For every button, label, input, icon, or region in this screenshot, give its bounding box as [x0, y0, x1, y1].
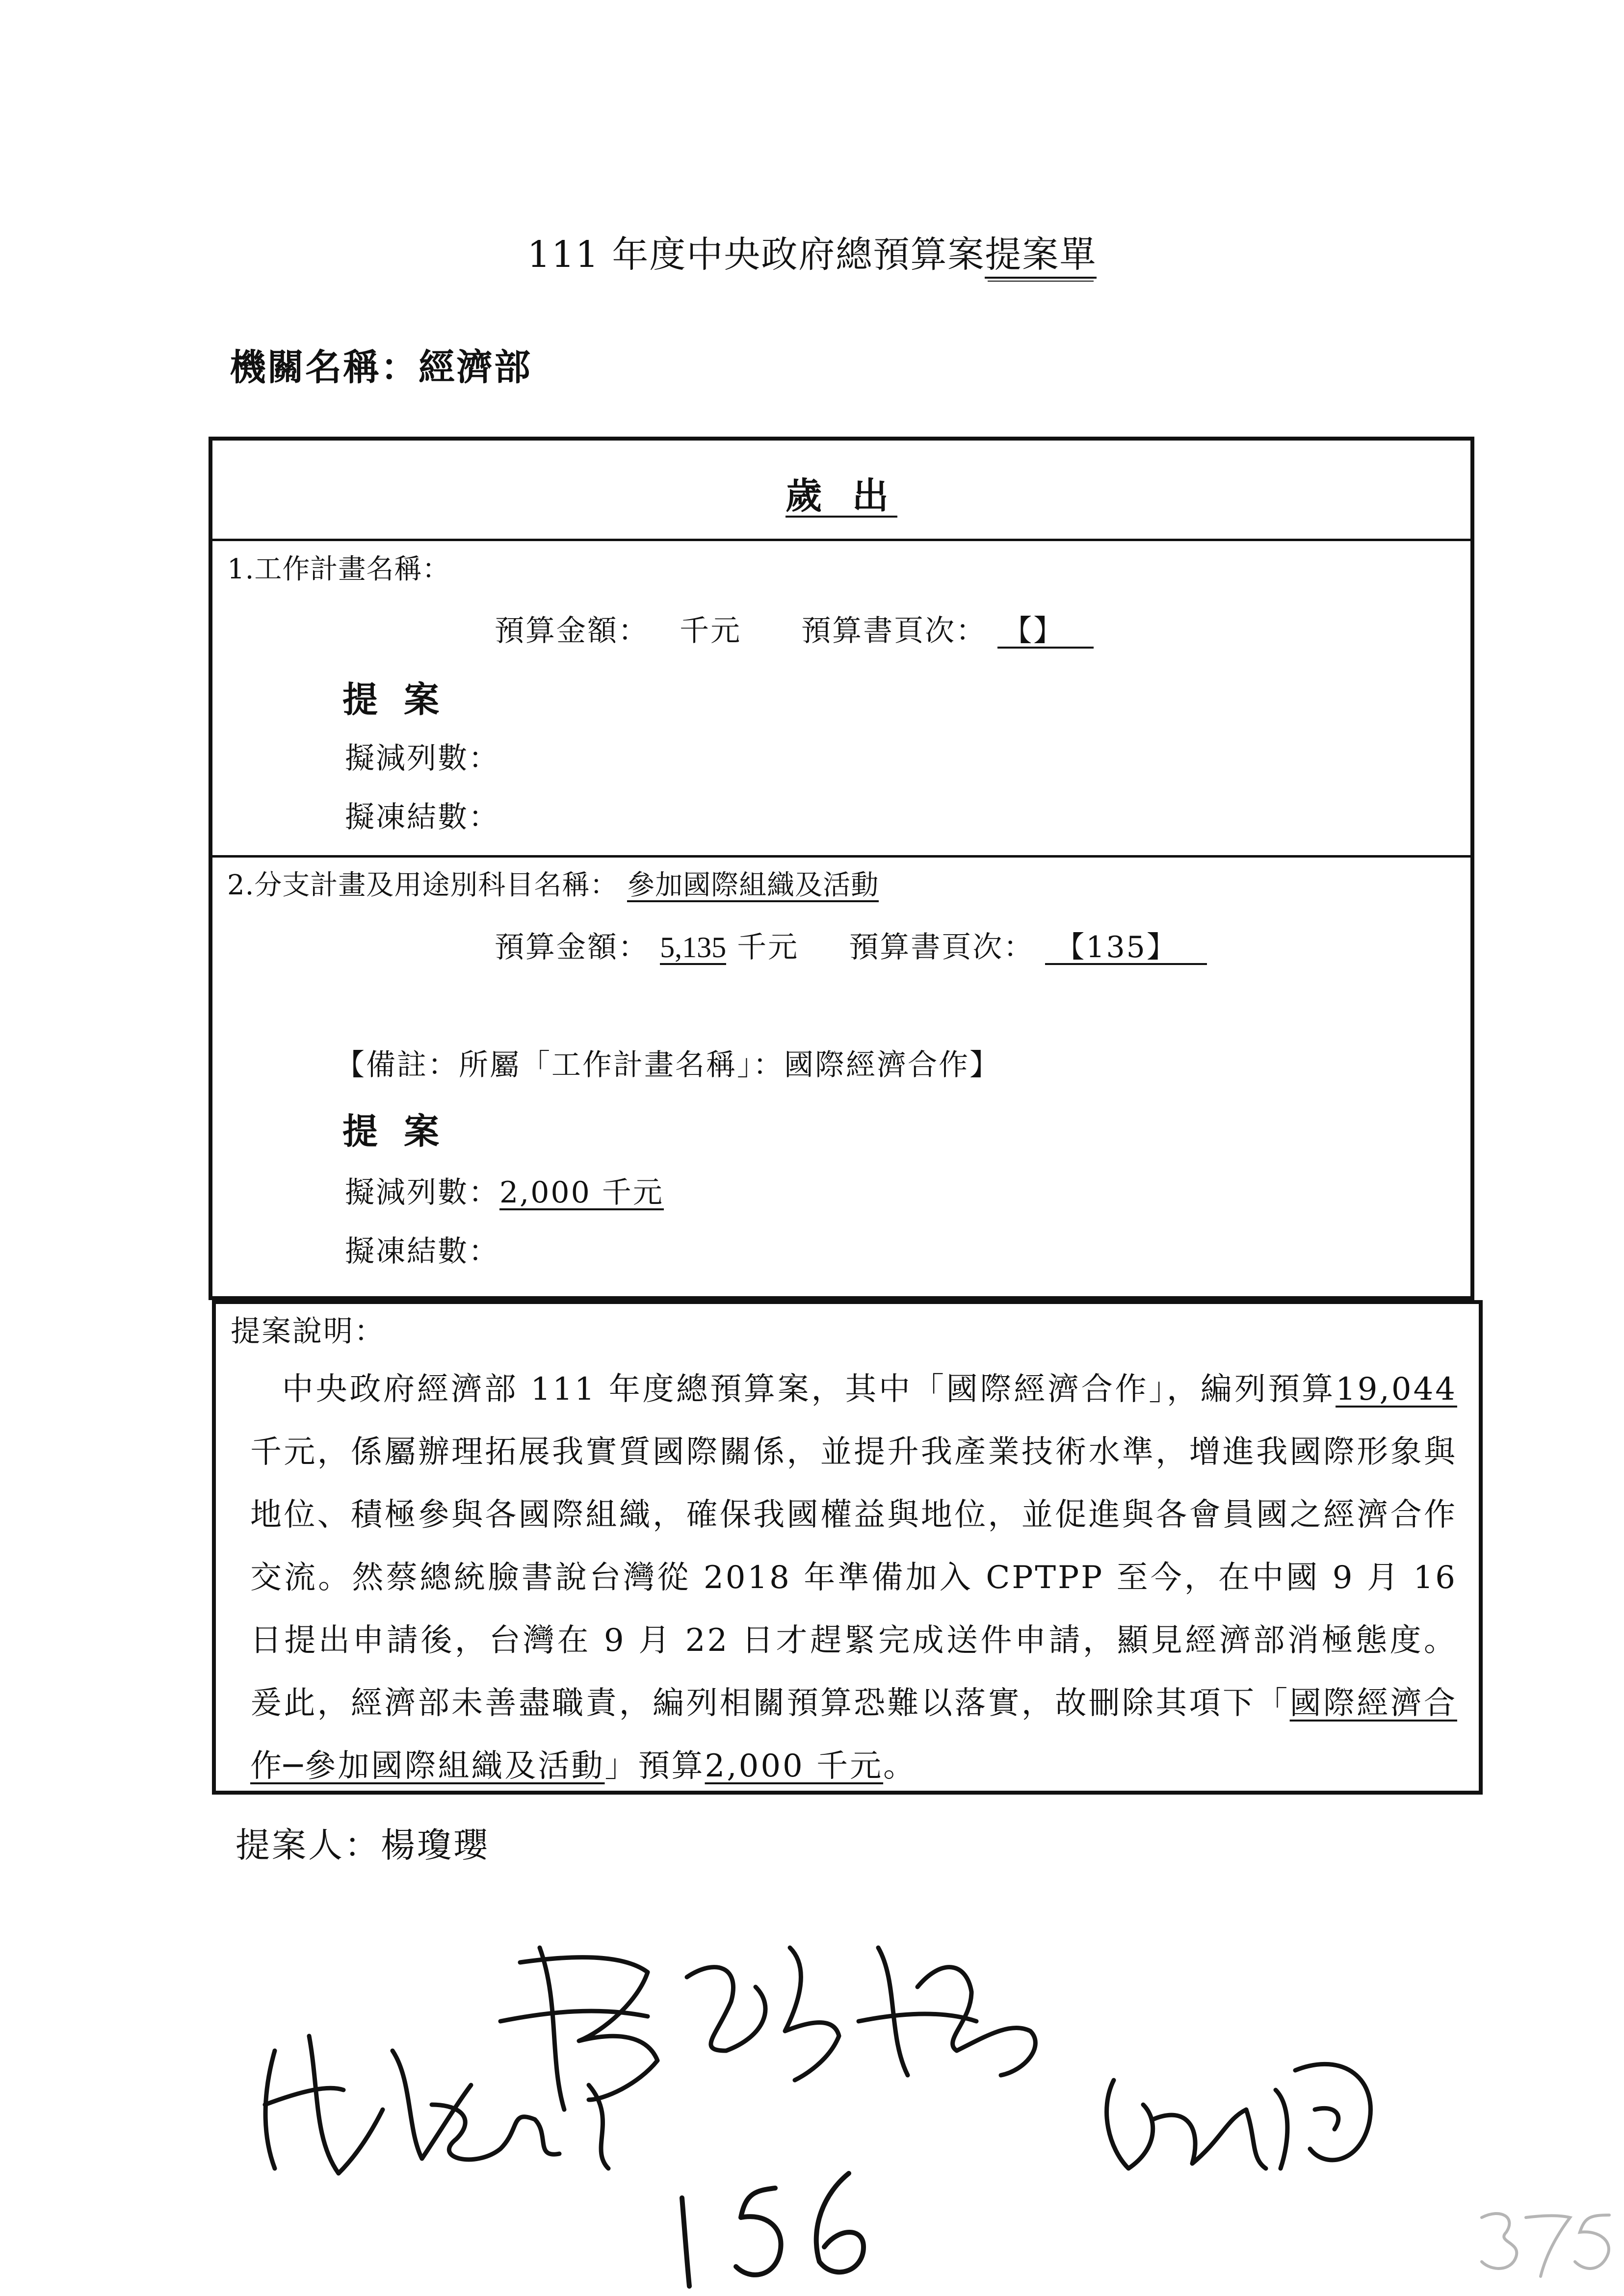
divider: [212, 855, 1470, 858]
item2-note: 【備註：所屬「工作計畫名稱」：國際經濟合作】: [335, 1048, 1000, 1082]
item1-budget-row: [495, 607, 1094, 650]
item2-name-label: 2.分支計畫及用途別科目名稱：: [227, 869, 618, 901]
item2-budget-value: 5,135: [660, 932, 726, 965]
explanation-box: [212, 1300, 1483, 1795]
item2-name-row: [227, 863, 879, 903]
item2-cut-row: [345, 1169, 664, 1211]
divider: [212, 539, 1470, 541]
item2-page-label: 預算書頁次：: [849, 930, 1035, 965]
title-underlined: 提案單: [985, 234, 1097, 279]
page-number-mark: [1467, 2198, 1614, 2281]
explanation-amount-2: 2,000 千元: [705, 1748, 884, 1784]
explanation-paragraph: [250, 1358, 1457, 1798]
explanation-text-2: 千元，係屬辦理拓展我實質國際關係，並提升我產業技術水準，增進我國際形象與地位、積極參與各國際組織，確保我國權益與地位，並促進與各會員國之經濟合作交流。然蔡總統臉書說台灣從 2018 年準備加入 CPTPP 至今，在中國 9 月 16 日提出申請後，台灣在 9 月 22 日才趕緊完成送件申請，顯見經濟部消極態度。爰此，經濟部未善盡職責，編列相關預算恐難以落實，故刪除其項下「: [250, 1434, 1457, 1722]
explanation-amount-1: 19,044: [1336, 1371, 1457, 1408]
item2-cut-label: 擬減列數：: [345, 1175, 499, 1210]
item2-page-value: 【135】: [1045, 932, 1207, 965]
item1-budget-unit: 千元: [680, 614, 742, 648]
item1-page-label: 預算書頁次：: [801, 614, 987, 648]
handwritten-signatures: [245, 1874, 1423, 2291]
item1-freeze-label: 擬凍結數：: [345, 800, 499, 835]
item2-proposal-heading: 提 案: [342, 1110, 446, 1152]
expenditure-table: [209, 437, 1474, 1300]
page-title: [0, 226, 1624, 278]
item2-freeze-label: 擬凍結數：: [345, 1234, 499, 1269]
explanation-text-4: 。: [883, 1748, 917, 1784]
explanation-item-ref: 國際經濟合作─參加國際組織及活動: [250, 1685, 1457, 1784]
section-title: 歲 出: [786, 475, 897, 517]
explanation-label: 提案說明：: [231, 1314, 385, 1349]
item2-cut-value: 2,000 千元: [499, 1175, 664, 1210]
proposer: 提案人：楊瓊瓔: [236, 1825, 490, 1865]
item2-name-value: 參加國際組織及活動: [627, 869, 879, 901]
item2-budget-unit: 千元: [737, 930, 799, 965]
item1-budget-label: 預算金額：: [495, 614, 649, 648]
item1-proposal-heading: 提 案: [342, 678, 446, 720]
explanation-text-3: 」預算: [604, 1748, 705, 1784]
title-plain: 111 年度中央政府總預算案: [527, 234, 985, 276]
item1-cut-label: 擬減列數：: [345, 741, 499, 776]
explanation-text-1: 中央政府經濟部 111 年度總預算案，其中「國際經濟合作」，編列預算: [282, 1371, 1336, 1408]
item1-page-value: 【】: [997, 616, 1094, 649]
item2-budget-row: [495, 924, 1207, 966]
item2-budget-label: 預算金額：: [495, 930, 649, 965]
item1-name-label: 1.工作計畫名稱：: [227, 553, 450, 585]
agency-name: 機關名稱：經濟部: [230, 346, 532, 389]
